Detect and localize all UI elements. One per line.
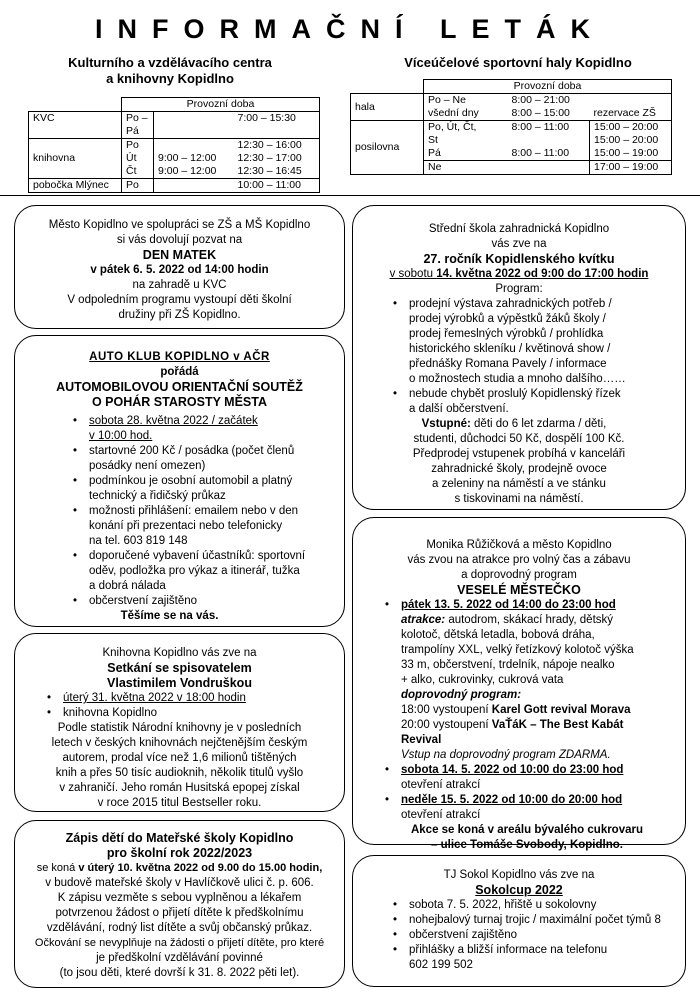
pos-time: 15:00 – 20:00 bbox=[594, 134, 659, 146]
event-title: 27. ročník Kopidlenského kvítku bbox=[423, 252, 615, 266]
kvc-heading-line1: Kulturního a vzdělávacího centra bbox=[68, 55, 272, 70]
list-item bbox=[387, 297, 685, 387]
text-line: • možnosti přihlášení: emailem nebo v den bbox=[89, 505, 299, 517]
autoklub-box bbox=[14, 335, 345, 627]
text-line: + alko, cukrovinky, cukrová vata bbox=[401, 674, 564, 686]
list-item: • úterý 31. května 2022 v 18:00 hodin bbox=[41, 691, 344, 706]
event-title: Zápis dětí do Mateřské školy Kopidlno bbox=[65, 831, 294, 845]
performer: Karel Gott revival Morava bbox=[491, 704, 631, 716]
kvc-row-day: Út bbox=[122, 152, 154, 165]
list-item bbox=[67, 474, 344, 504]
text-line: otevření atrakcí bbox=[401, 779, 481, 791]
text-line: prodej výrobků a výpěstků žáků školy / bbox=[409, 313, 606, 325]
text-line: Program: bbox=[495, 283, 543, 295]
text-line: v 10:00 hod. bbox=[89, 430, 153, 442]
kvc-row-t2: 10:00 – 11:00 bbox=[234, 179, 320, 193]
text-line: vás zvou na atrakce pro volný čas a zábavu bbox=[407, 554, 631, 566]
text-line: • podmínkou je osobní automobil a platný bbox=[89, 475, 293, 487]
list-item bbox=[67, 414, 344, 444]
text-line: Očkování se nevyplňuje na žádosti o přijetí dítěte, pro které bbox=[34, 937, 325, 949]
list-item bbox=[67, 549, 344, 594]
text-line: Monika Růžičková a město Kopidlno bbox=[426, 539, 612, 551]
text-line: konání při prezentaci nebo telefonicky bbox=[89, 520, 283, 532]
text-line: – ulice Tomáše Svobody, Kopidlno. bbox=[431, 839, 623, 851]
mestecko-list-2 bbox=[379, 763, 685, 823]
atrakce-label: atrakce: bbox=[401, 614, 446, 626]
text-line: Akce se koná v areálu bývalého cukrovaru bbox=[410, 824, 644, 836]
text-line: • doporučené vybavení účastníků: sportovní bbox=[89, 550, 306, 562]
list-item bbox=[67, 594, 344, 609]
knihovna-list bbox=[41, 691, 344, 721]
text-line: děti do 6 let zdarma / děti, bbox=[470, 418, 607, 430]
kvc-heading-line2: a knihovny Kopidlno bbox=[106, 71, 234, 86]
text-line: pořádá bbox=[160, 366, 199, 378]
pos-time: 17:00 – 19:00 bbox=[590, 161, 672, 175]
text-line: technický a řidičský průkaz bbox=[89, 490, 226, 502]
text-line: přednášky Romana Pavely / informace bbox=[409, 358, 607, 370]
hala-time: 8:00 – 21:00 bbox=[508, 94, 590, 108]
list-item bbox=[387, 387, 685, 417]
posilovna-label: posilovna bbox=[351, 121, 424, 175]
text-line: studenti, důchodci 50 Kč, dospělí 100 Kč. bbox=[413, 433, 625, 445]
text-line: V odpoledním programu vystoupí děti školní bbox=[67, 294, 292, 306]
list-item bbox=[379, 598, 685, 613]
text-line: družiny při ZŠ Kopidlno. bbox=[118, 309, 241, 321]
text-line: • sobota 28. května 2022 / začátek bbox=[89, 415, 258, 427]
kvc-row-day: Čt bbox=[122, 165, 154, 179]
text-line: • přihlášky a bližší informace na telefonu bbox=[409, 944, 608, 956]
list-item bbox=[379, 763, 685, 793]
text-line: se koná bbox=[36, 862, 79, 874]
kvc-hours-table bbox=[28, 97, 320, 193]
text-line: Střední škola zahradnická Kopidlno bbox=[428, 223, 610, 235]
text-line: 18:00 vystoupení bbox=[401, 704, 492, 716]
kvc-row-t1: 9:00 – 12:00 bbox=[154, 165, 234, 179]
list-item: • nohejbalový turnaj trojic / maximální počet týmů 8 bbox=[387, 913, 685, 928]
event-title: DEN MATEK bbox=[142, 248, 217, 262]
list-item bbox=[67, 444, 344, 474]
hala-heading: Víceúčelové sportovní haly Kopidlno bbox=[404, 55, 632, 70]
text-line: • prodejní výstava zahradnických potřeb / bbox=[409, 298, 612, 310]
text-line: knih a přes 50 tisíc audioknih, několik titulů vyšlo bbox=[55, 767, 304, 779]
kvc-row-t1 bbox=[154, 179, 234, 193]
text-line: v roce 2015 titul Bestseller roku. bbox=[97, 797, 262, 809]
mestecko-box bbox=[352, 517, 686, 851]
text-line: Předprodej vstupenek probíhá v kanceláři bbox=[412, 448, 626, 460]
event-title: VESELÉ MĚSTEČKO bbox=[457, 583, 581, 597]
pos-days: Pá bbox=[428, 147, 441, 159]
list-item: • sobota 7. 5. 2022, hřiště u sokolovny bbox=[387, 898, 685, 913]
text-line: zahradnické školy, prodejně ovoce bbox=[431, 463, 607, 475]
kvc-row-t2: 7:00 – 15:30 bbox=[234, 112, 320, 139]
pos-time: 15:00 – 19:00 bbox=[594, 147, 659, 159]
event-title: Vlastimilem Vondruškou bbox=[107, 676, 252, 690]
text-line: na zahradě u KVC bbox=[132, 279, 227, 291]
text-line: potvrzenou žádost o přijetí dítěte k předškolnímu bbox=[55, 907, 304, 919]
text-line: historického skleníku / květinová show / bbox=[409, 343, 611, 355]
sokol-list bbox=[387, 898, 685, 958]
text-line: trampolíny XXL, velký řetízkový kolotoč výška bbox=[401, 644, 634, 656]
hala-label: hala bbox=[351, 94, 424, 121]
text-line: otevření atrakcí bbox=[401, 809, 481, 821]
text-line: posádky není omezen) bbox=[89, 460, 206, 472]
list-item: • knihovna Kopidlno bbox=[41, 706, 344, 721]
pos-time: 15:00 – 20:00 bbox=[594, 121, 659, 133]
text-line: TJ Sokol Kopidlno vás zve na bbox=[443, 869, 595, 881]
text-line: a další občerstvení. bbox=[409, 403, 509, 415]
text-line: a dobrá nálada bbox=[89, 580, 166, 592]
hala-time: 8:00 – 15:00 bbox=[508, 107, 590, 121]
kvc-row-place: knihovna bbox=[29, 139, 122, 179]
kvitek-list bbox=[387, 297, 685, 417]
text-line: • nebude chybět proslulý Kopidlenský řízek bbox=[409, 388, 621, 400]
kvc-row-t2: 12:30 – 16:45 bbox=[234, 165, 320, 179]
pos-time: 8:00 – 11:00 bbox=[511, 147, 570, 159]
event-title: AUTOMOBILOVOU ORIENTAČNÍ SOUTĚŽ bbox=[56, 380, 303, 394]
text-line: si vás dovolují pozvat na bbox=[116, 234, 243, 246]
separator-line bbox=[0, 195, 700, 196]
text-line: a zeleniny na náměstí a ve stánku bbox=[432, 478, 606, 490]
text-line: Podle statistik Národní knihovny je v posledních bbox=[57, 722, 302, 734]
text-line: autodrom, skákací hrady, dětský bbox=[445, 614, 614, 626]
text-line: a doprovodný program bbox=[461, 569, 577, 581]
kvc-row-place: pobočka Mlýnec bbox=[29, 179, 122, 193]
text-line: o možnostech studia a mnoho dalšího…… bbox=[409, 373, 626, 385]
text-line: vzdělávání, rodný list dítěte a svůj občanský průkaz. bbox=[46, 922, 313, 934]
kvc-row-t1 bbox=[154, 112, 234, 139]
performer: Revival bbox=[401, 734, 442, 746]
mestecko-list bbox=[379, 598, 685, 613]
event-title: Setkání se spisovatelem bbox=[107, 661, 252, 675]
text-line: kolotoč, dětská letadla, bobová dráha, bbox=[401, 629, 595, 641]
text-line: autorem, prodal více než 1,6 milionů tištěných bbox=[62, 752, 297, 764]
kvc-row-t1: 9:00 – 12:00 bbox=[158, 152, 217, 164]
vstupne-label: Vstupné: bbox=[421, 418, 471, 430]
kvc-row-t1 bbox=[154, 139, 234, 153]
text-line: v budově mateřské školy v Havlíčkově ulici č. p. 606. bbox=[45, 877, 314, 889]
text-line: letech v českých knihovnách nejčtenějším českým bbox=[51, 737, 308, 749]
hala-days: všední dny bbox=[424, 107, 508, 121]
list-item bbox=[379, 793, 685, 823]
kvc-row-t2: 12:30 – 16:00 bbox=[234, 139, 320, 153]
phone-number: 602 199 502 bbox=[409, 959, 473, 971]
event-date: • neděle 15. 5. 2022 od 10:00 do 20:00 hod bbox=[401, 794, 623, 806]
kvc-row-t2: 12:30 – 17:00 bbox=[234, 152, 320, 165]
hala-hours-table bbox=[350, 79, 672, 175]
list-item bbox=[67, 504, 344, 549]
knihovna-box bbox=[14, 633, 345, 812]
list-item: • občerstvení zajištěno bbox=[387, 928, 685, 943]
pos-days: St bbox=[428, 134, 438, 146]
kvc-hours-label: Provozní doba bbox=[122, 98, 320, 112]
text-line: (to jsou děti, které dovrší k 31. 8. 2022 pěti let). bbox=[59, 967, 300, 979]
kvc-row-place: KVC bbox=[29, 112, 122, 139]
event-organizer: AUTO KLUB KOPIDLNO v AČR bbox=[89, 351, 270, 363]
closing-text: Těšíme se na vás. bbox=[120, 610, 219, 622]
text-line: s tiskovinami na náměstí. bbox=[454, 493, 584, 505]
text-line: 33 m, občerstvení, trdelník, nápoje nealko bbox=[401, 659, 615, 671]
event-title: O POHÁR STAROSTY MĚSTA bbox=[91, 395, 267, 409]
den-matek-box bbox=[14, 205, 345, 329]
text-line: je předškolní vzdělávání povinné bbox=[96, 952, 263, 964]
kvc-heading bbox=[20, 55, 320, 87]
text-line: prodej řemeslných výrobků / prohlídka bbox=[409, 328, 604, 340]
pos-days: Po, Út, Čt, bbox=[428, 121, 477, 133]
text-line: Vstup na doprovodný program ZDARMA. bbox=[401, 749, 611, 761]
text-line: oděv, podložka pro výkaz a itinerář, tužka bbox=[89, 565, 300, 577]
kvc-row-day: Po bbox=[122, 139, 154, 153]
sokol-box bbox=[352, 855, 686, 987]
text-line: Knihovna Kopidlno vás zve na bbox=[102, 647, 257, 659]
event-date: • sobota 14. 5. 2022 od 10:00 do 23:00 hod bbox=[401, 764, 624, 776]
zapis-box bbox=[14, 820, 345, 988]
event-date: v úterý 10. května 2022 od 9.00 do 15.00 hodin, bbox=[78, 862, 323, 874]
event-date: • pátek 13. 5. 2022 od 14:00 do 23:00 hod bbox=[401, 599, 616, 611]
event-title: Sokolcup 2022 bbox=[475, 883, 563, 897]
text-line: • startovné 200 Kč / posádka (počet členů bbox=[89, 445, 295, 457]
list-item bbox=[387, 943, 685, 958]
kvitek-box bbox=[352, 205, 686, 510]
text-line: • občerstvení zajištěno bbox=[89, 595, 198, 607]
text-line: v sobotu bbox=[389, 268, 437, 280]
page-title: INFORMAČNÍ LETÁK bbox=[95, 14, 605, 44]
hala-note: rezervace ZŠ bbox=[590, 107, 672, 121]
event-date: 14. května 2022 od 9:00 do 17:00 hodin bbox=[436, 268, 649, 280]
kvc-row-day: Po bbox=[122, 179, 154, 193]
text-line: na tel. 603 819 148 bbox=[89, 535, 188, 547]
doprovodny-label: doprovodný program: bbox=[401, 689, 522, 701]
event-title: pro školní rok 2022/2023 bbox=[106, 846, 253, 860]
event-date: v pátek 6. 5. 2022 od 14:00 hodin bbox=[90, 264, 269, 276]
hala-days: Po – Ne bbox=[424, 94, 508, 108]
performer: VaŤáK – The Best Kabát bbox=[491, 719, 624, 731]
pos-days: Ne bbox=[424, 161, 508, 175]
autoklub-list bbox=[67, 414, 344, 609]
text-line: Město Kopidlno ve spolupráci se ZŠ a MŠ Kopidlno bbox=[48, 219, 311, 231]
kvc-row-day: Po – Pá bbox=[122, 112, 154, 139]
text-line: v zahraničí. Jeho román Husitská epopej získal bbox=[59, 782, 300, 794]
pos-time: 8:00 – 11:00 bbox=[511, 121, 570, 133]
text-line: K zápisu vezměte s sebou vyplněnou a lékařem bbox=[57, 892, 302, 904]
text-line: vás zve na bbox=[491, 238, 547, 250]
text-line: 20:00 vystoupení bbox=[401, 719, 492, 731]
hala-hours-label: Provozní doba bbox=[424, 80, 672, 94]
